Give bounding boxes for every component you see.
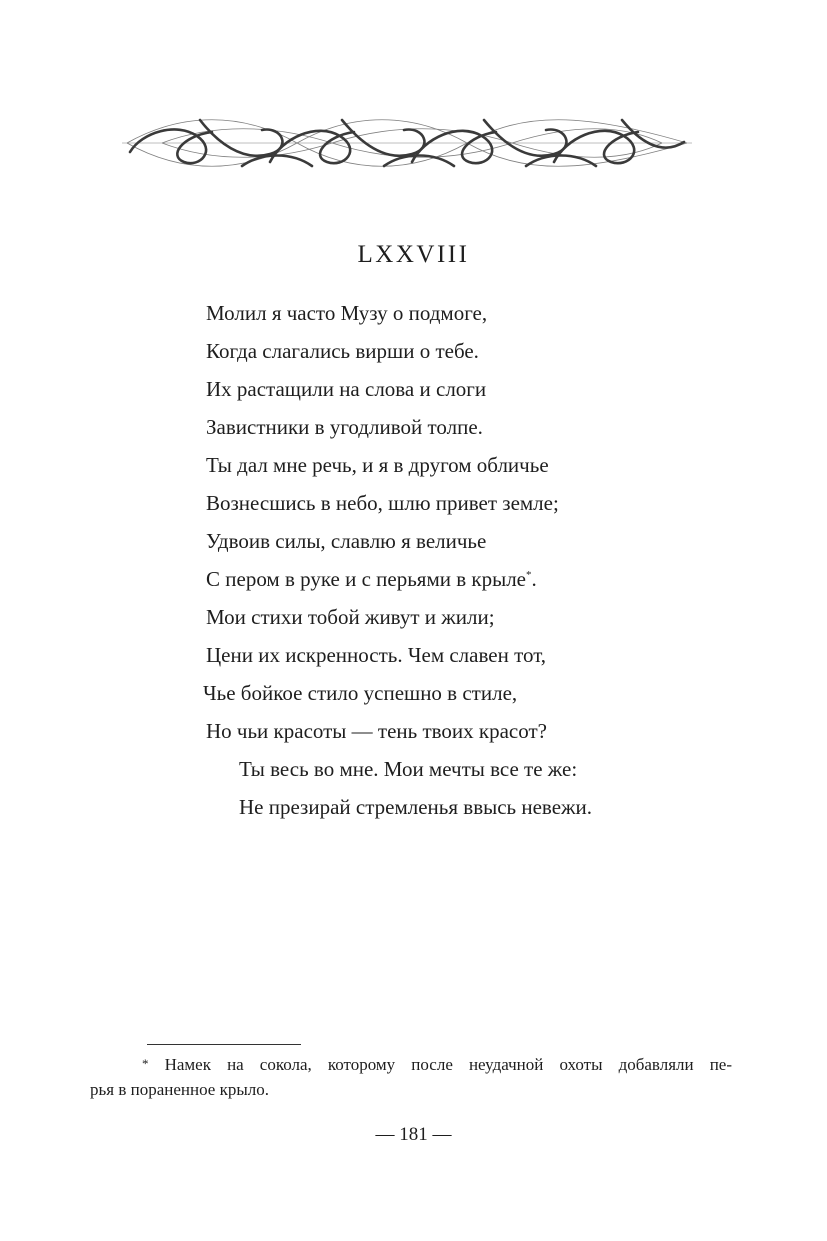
poem-line: Чье бойкое стило успешно в стиле, <box>203 681 518 705</box>
poem-title: LXXVIII <box>357 241 470 268</box>
poem-line-punctuation: . <box>531 567 537 591</box>
poem-line-text: С пером в руке и с перьями в крыле <box>206 567 527 591</box>
poem-line: Но чьи красоты — тень твоих красот? <box>206 719 547 743</box>
footnote <box>90 1051 732 1102</box>
poem-body <box>203 294 766 826</box>
poem-line: Удвоив силы, славлю я величье <box>206 529 487 553</box>
poem-line: Завистники в угодливой толпе. <box>206 415 483 439</box>
poem-line: Цени их искренность. Чем славен тот, <box>206 643 547 667</box>
footnote-mark: * <box>142 1056 149 1071</box>
poem-line: Вознесшись в небо, шлю привет земле; <box>206 491 559 515</box>
poem-line: Их растащили на слова и слоги <box>206 377 487 401</box>
footnote-divider <box>147 1044 301 1045</box>
footnote-reference[interactable]: * <box>526 569 532 581</box>
footnote-text-continued: рья в пораненное крыло. <box>90 1080 269 1099</box>
poem-couplet-line: Ты весь во мне. Мои мечты все те же: <box>239 757 578 781</box>
poem-line: Молил я часто Музу о подмоге, <box>206 301 488 325</box>
decorative-flourish-icon <box>122 112 692 174</box>
poem-line: Когда слагались вирши о тебе. <box>206 339 479 363</box>
poem-line: Мои стихи тобой живут и жили; <box>206 605 495 629</box>
poem-couplet-line: Не презирай стремленья ввысь невежи. <box>239 795 593 819</box>
footnote-text: Намек на сокола, которому после неудачной охоты добавляли пе- <box>164 1055 733 1074</box>
footnote-line <box>90 1051 732 1077</box>
page-number: — 181 — <box>375 1124 452 1145</box>
poem-line: Ты дал мне речь, и я в другом обличье <box>206 453 549 477</box>
poem-line-with-footnote <box>206 560 766 598</box>
